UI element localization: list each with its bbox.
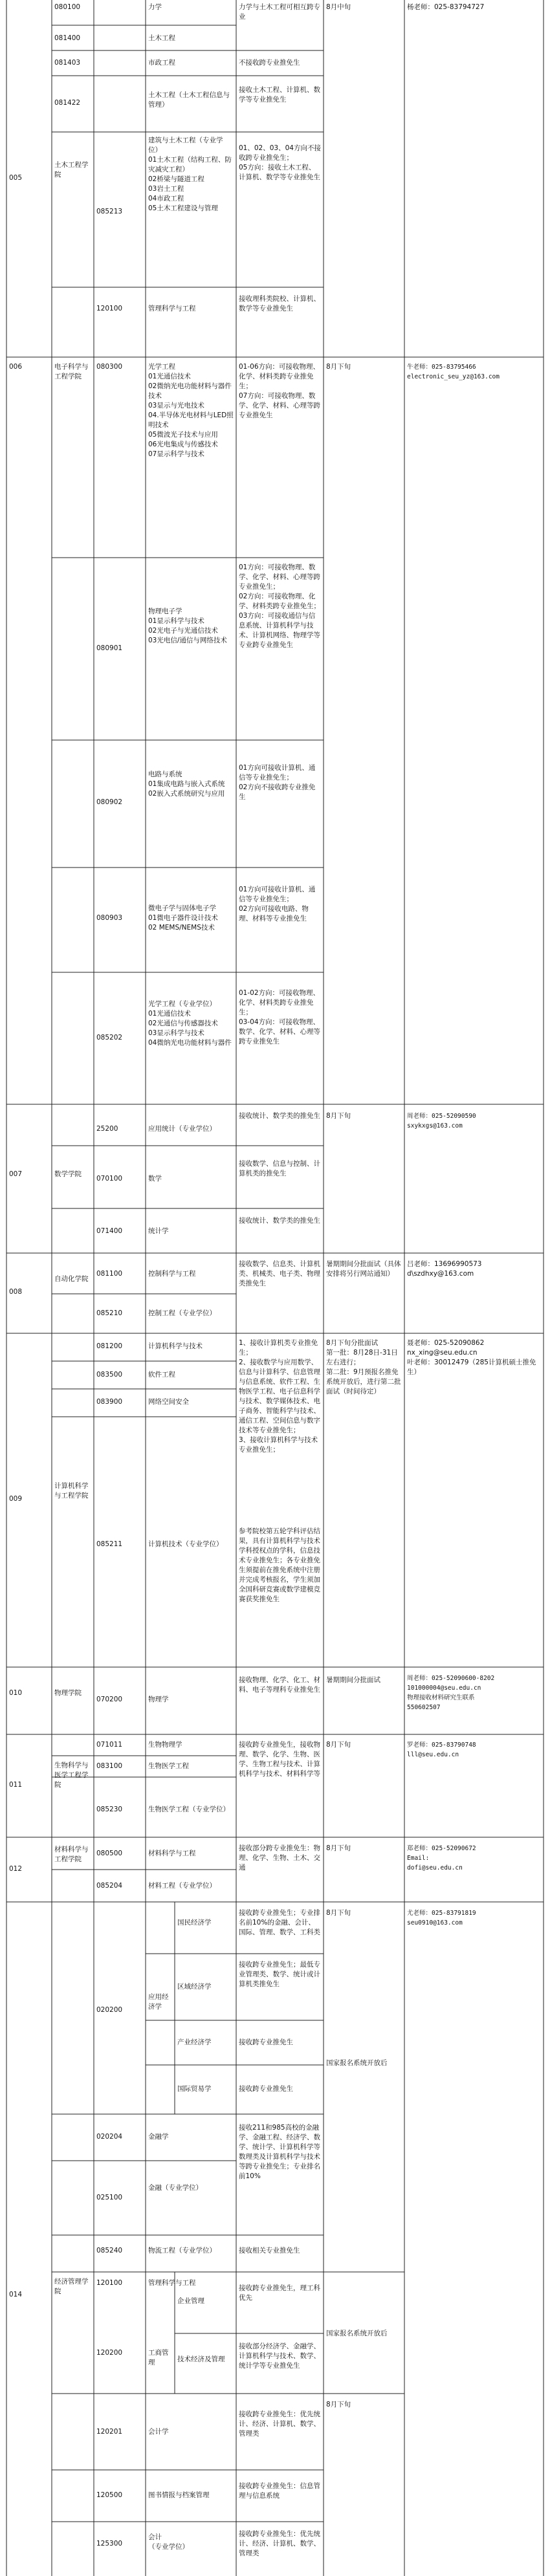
college-name: 电子科学与工程学院 <box>54 363 89 380</box>
admission-requirement: 接收跨专业推免生：信息管理与信息系统 <box>239 2482 320 2500</box>
contact-info: 周老师：025-52090600-8202 101000004@seu.edu.cn 物理接收材料研究生联系 550602507 <box>407 1675 495 1711</box>
contact-info: 周老师：025-52090590 sxykxgs@163.com <box>407 1113 476 1130</box>
major-code: 020204 <box>96 2133 123 2141</box>
major-code: 081400 <box>54 34 81 42</box>
admission-requirement: 接收跨专业推免生，接收物理、数学、化学、生物、医学、生物工程与技术、计算机科学与技术、材料科学等 <box>239 1741 320 1778</box>
admission-requirement: 01方向：可接收物理、数学、化学、材料、心理等跨专业推免生； 02方向：可接收物理、化学、材料类跨专业推免生； 03方向：可接收通信与信息系统、计算机科学与技术、计算机网络、物理学等专业跨专业推免生 <box>239 563 320 649</box>
contact-info: 杨老师：025-83794727 <box>407 3 485 11</box>
college-code: 014 <box>9 2291 23 2298</box>
major-name: 会计 （专业学位） <box>148 2533 189 2551</box>
major-name: 光学工程（专业学位） 01光通信技术 02光通信与传感器技术 03显示科学与技术 04微纳光电功能材料与器件 <box>148 1000 232 1047</box>
major-name: 计算机科学与技术 <box>148 1342 203 1350</box>
interview-date: 8月下旬 <box>326 363 351 371</box>
major-name: 市政工程 <box>148 59 175 67</box>
admission-requirement: 01-02方向：可接收物理、化学、材料类跨专业推免生； 03-04方向：可接收物理、数学、化学、材料、心理等跨专业推免生 <box>239 989 320 1045</box>
major-name: 金融学 <box>148 2133 169 2141</box>
major-code: 083100 <box>96 1762 123 1770</box>
admission-requirement: 接收数学、信息与控制、计算机类的推免生 <box>239 1160 320 1177</box>
interview-date: 8月下旬 <box>326 1909 351 1917</box>
admission-requirement: 接收物理、化学、化工、材料、电子等理科专业推免生 <box>239 1676 320 1694</box>
admission-requirement: 接收统计、数学类的推免生 <box>239 1112 320 1120</box>
major-name: 统计学 <box>148 1227 169 1235</box>
interview-date: 8月下旬 <box>326 1844 351 1852</box>
admission-requirement: 不接收跨专业推免生 <box>239 59 300 67</box>
contact-info: 吕老师：13696990573 d\szdhxy@163.com <box>407 1260 482 1278</box>
major-name: 物理电子学 01显示科学与技术 02光电子与光通信技术 03光电信/通信与网络技术 <box>148 607 227 644</box>
contact-info: 尤老师：025-83791819 seu0910@163.com <box>407 1910 476 1927</box>
major-name: 软件工程 <box>148 1371 175 1379</box>
major-name: 计算机技术（专业学位） <box>148 1540 223 1548</box>
college-name: 生物科学与医学工程学院 <box>54 1762 89 1789</box>
interview-date: 暑期期间分批面试 <box>326 1676 380 1684</box>
interview-date: 国家报名系统开放后 <box>326 2330 388 2337</box>
admission-requirement: 接收数学、信息类、计算机类、机械类、电子类、物理类推免生 <box>239 1260 320 1287</box>
admission-requirement: 接收跨专业推免生 <box>239 2038 293 2046</box>
major-name: 微电子学与固体电子学 01微电子器件设计技术 02 MEMS/NEMS技术 <box>148 904 218 932</box>
major-name: 材料工程（专业学位） <box>148 1882 216 1890</box>
interview-date: 暑期期间分批面试（具体安排将另行网站通知） <box>326 1260 401 1278</box>
admission-requirement: 01-06方向：可接收物理、化学、材料类跨专业推免生； 07方向：可接收物理、数学、化学、材料、心理等跨专业推免生 <box>239 363 320 419</box>
major-code: 080903 <box>96 914 123 922</box>
major-code: 083500 <box>96 1371 123 1379</box>
admission-requirement: 接收211和985高校的金融学、金融工程、经济学、数学、统计学、计算机科学等数理类及计算机科学与技术等跨专业推免生；专业排名前10% <box>239 2124 320 2180</box>
major-name: 应用经济学 <box>148 1993 169 2011</box>
major-code: 120200 <box>96 2349 123 2357</box>
major-code: 080300 <box>96 363 123 371</box>
major-code: 25200 <box>96 1125 118 1133</box>
contact-info: 郑老师：025-52090672 Email: dofi@seu.edu.cn <box>407 1845 476 1872</box>
admission-requirement: 01、02、03、04方向不接收跨专业推免生； 05方向：接收土木工程、计算机、数学等专业推免生 <box>239 144 321 181</box>
sub-major-name: 产业经济学 <box>177 2038 212 2046</box>
sub-major-name: 国民经济学 <box>177 1919 212 1927</box>
college-name: 自动化学院 <box>54 1275 89 1283</box>
major-code: 085202 <box>96 1034 123 1042</box>
major-name: 数学 <box>148 1175 162 1183</box>
major-code: 080901 <box>96 644 123 652</box>
contact-info: 牛老师：025-83795466 electronic_seu_yz@163.com <box>407 364 500 380</box>
major-code: 120100 <box>96 2279 123 2287</box>
major-code: 120100 <box>96 305 123 312</box>
major-name: 管理科学与工程 <box>148 2279 196 2287</box>
major-code: 085213 <box>96 208 123 215</box>
college-code: 005 <box>9 174 23 182</box>
major-name: 生物物理学 <box>148 1741 182 1749</box>
major-code: 080100 <box>54 3 81 11</box>
major-code: 080902 <box>96 798 123 806</box>
major-code: 120201 <box>96 2428 123 2436</box>
major-code: 085240 <box>96 2247 123 2254</box>
college-code: 011 <box>9 1781 23 1789</box>
sub-major-name: 企业管理 <box>177 2297 204 2305</box>
major-name: 生物医学工程 <box>148 1762 189 1770</box>
admission-requirement: 接收部分跨专业推免生：物理、化学、生物、土木、交通 <box>239 1844 320 1872</box>
major-name: 应用统计（专业学位） <box>148 1125 216 1133</box>
contact-info: 聂老师：025-52090862 nx_xing@seu.edu.cn 叶老师：30012479（285计算机硕士推免生） <box>407 1339 536 1376</box>
major-code: 081403 <box>54 59 81 67</box>
sub-major-name: 国际贸易学 <box>177 2085 212 2093</box>
college-code: 010 <box>9 1689 23 1697</box>
major-name: 网络空间安全 <box>148 1398 189 1406</box>
admission-requirement: 力学与土木工程可相互跨专业 <box>239 3 320 21</box>
sub-major-name: 技术经济及管理 <box>177 2355 225 2363</box>
major-code: 080500 <box>96 1850 123 1857</box>
major-name: 控制科学与工程 <box>148 1270 196 1278</box>
admission-requirement: 接收统计、数学类的推免生 <box>239 1217 320 1225</box>
admission-requirement: 接收跨专业推免生：优先统计、经济、计算机、数学、管理类 <box>239 2410 320 2438</box>
college-name: 数学学院 <box>54 1170 82 1178</box>
sub-major-name: 区域经济学 <box>177 1983 212 1991</box>
major-name: 力学 <box>148 3 162 11</box>
admission-requirement: 接收跨专业推免生；专业排名前10%的金融、会计、国际、管理、数学、工科类 <box>239 1909 320 1936</box>
college-code: 007 <box>9 1170 23 1178</box>
admission-requirement: 接收跨专业推免生；最低专业管理类、数学、统计或计算机类推免生 <box>239 1961 320 1988</box>
major-code: 071011 <box>96 1741 123 1749</box>
interview-date: 国家报名系统开放后 <box>326 2059 388 2067</box>
major-name: 建筑与土木工程（专业学位） 01土木工程（结构工程、防灾减灾工程） 02桥梁与隧道工程 03岩土工程 04市政工程 05土木工程建设与管理 <box>148 136 232 212</box>
admission-requirement: 接收土木工程、计算机、数学等专业推免生 <box>239 86 320 104</box>
major-code: 083900 <box>96 1398 123 1406</box>
college-name: 经济管理学院 <box>54 2278 89 2295</box>
major-name: 物流工程（专业学位） <box>148 2247 216 2254</box>
major-name: 电路与系统 01集成电路与嵌入式系统 02嵌入式系统研究与应用 <box>148 770 225 798</box>
major-code: 081200 <box>96 1342 123 1350</box>
college-code: 006 <box>9 363 23 371</box>
major-name: 生物医学工程（专业学位） <box>148 1806 230 1813</box>
college-code: 008 <box>9 1288 23 1296</box>
major-code: 085204 <box>96 1882 123 1890</box>
interview-date: 8月下旬 <box>326 1112 351 1120</box>
admission-requirement: 1、接收计算机类专业推免生； 2、接收数学与应用数学、信息与计算科学、信息管理与信息系统、软件工程、生物医学工程、电子信息科学与技术、数学媒体技术、电子商务、智能科学与技术、通信工程、空间信息与数字技术等专业推免生； 3、接收计算机科学与技术专业推免生； <box>239 1339 320 1454</box>
major-name: 材料科学与工程 <box>148 1850 196 1857</box>
admission-requirement: 01方向可接收计算机、通信等专业推免生； 02方向可接收电路、物理、材料等专业推免生 <box>239 886 316 922</box>
interview-date: 8月下旬分批面试 第一批：8月28日-31日左右进行； 第二批：9月预报名推免系统开放后，进行第二批面试（时间待定） <box>326 1339 401 1395</box>
major-code: 071400 <box>96 1227 123 1235</box>
admission-requirement: 接收相关专业推免生 <box>239 2247 300 2254</box>
major-name: 土木工程 <box>148 34 175 42</box>
interview-date: 8月下旬 <box>326 2401 351 2408</box>
major-name: 控制工程（专业学位） <box>148 1309 216 1317</box>
admission-requirement: 参考院校第五轮学科评估结果，具有计算机科学与技术学科授权点的学科，信息技术专业推免生；各专业推免生须提前在推免系统中注册并完成考核报名，学生须加全国科研竞赛或数学建模竞赛获奖推免生 <box>239 1527 320 1603</box>
contact-info: 罗老师：025-83790748 lll@seu.edu.cn <box>407 1741 476 1758</box>
interview-date: 8月中旬 <box>326 3 351 11</box>
college-name: 物理学院 <box>54 1689 82 1697</box>
major-name: 光学工程 01光通信技术 02微纳光电功能材料与器件技术 03显示与光电技术 04.半导体光电材料与LED照明技术 05微波光子技术与应用 06光电集成与传感技术 07显示科学与技术 <box>148 363 234 458</box>
major-code: 120500 <box>96 2491 123 2499</box>
college-name: 材料科学与工程学院 <box>54 1846 89 1863</box>
major-name: 物理学 <box>148 1696 169 1703</box>
major-code: 085210 <box>96 1309 123 1317</box>
major-code: 081422 <box>54 99 81 107</box>
college-name: 计算机科学与工程学院 <box>54 1482 89 1500</box>
admission-requirement: 接收部分经济学、金融学、计算机科学与技术、数学、统计学等专业推免生 <box>239 2342 320 2370</box>
major-code: 070100 <box>96 1175 123 1183</box>
major-code: 125300 <box>96 2540 123 2548</box>
admission-requirement: 接收跨专业推免生：优先统计、经济、计算机、数学、管理类 <box>239 2530 320 2557</box>
major-name: 会计学 <box>148 2428 169 2436</box>
admission-requirement: 接收理科类院校、计算机、数学等专业推免生 <box>239 295 320 312</box>
major-code: 020200 <box>96 2006 123 2014</box>
major-code: 025100 <box>96 2194 123 2201</box>
major-name: 工商管理 <box>148 2349 169 2366</box>
major-name: 金融（专业学位） <box>148 2184 203 2192</box>
major-code: 070200 <box>96 1696 123 1703</box>
major-name: 土木工程（土木工程信息与管理） <box>148 91 230 109</box>
major-name: 图书情报与档案管理 <box>148 2491 210 2499</box>
admission-requirement: 接收跨专业推免生，理工科优先 <box>239 2284 320 2302</box>
major-code: 081100 <box>96 1270 123 1278</box>
major-code: 085211 <box>96 1540 123 1548</box>
interview-date: 8月下旬 <box>326 1741 351 1749</box>
college-name: 土木工程学院 <box>54 161 89 179</box>
college-code: 012 <box>9 1865 23 1873</box>
major-code: 085230 <box>96 1806 123 1813</box>
admission-requirement: 接收跨专业推免生 <box>239 2085 293 2093</box>
admission-requirement: 01方向可接收计算机、通信等专业推免生； 02方向不接收跨专业推免生 <box>239 764 316 801</box>
college-code: 009 <box>9 1495 23 1503</box>
major-name: 管理科学与工程 <box>148 305 196 312</box>
